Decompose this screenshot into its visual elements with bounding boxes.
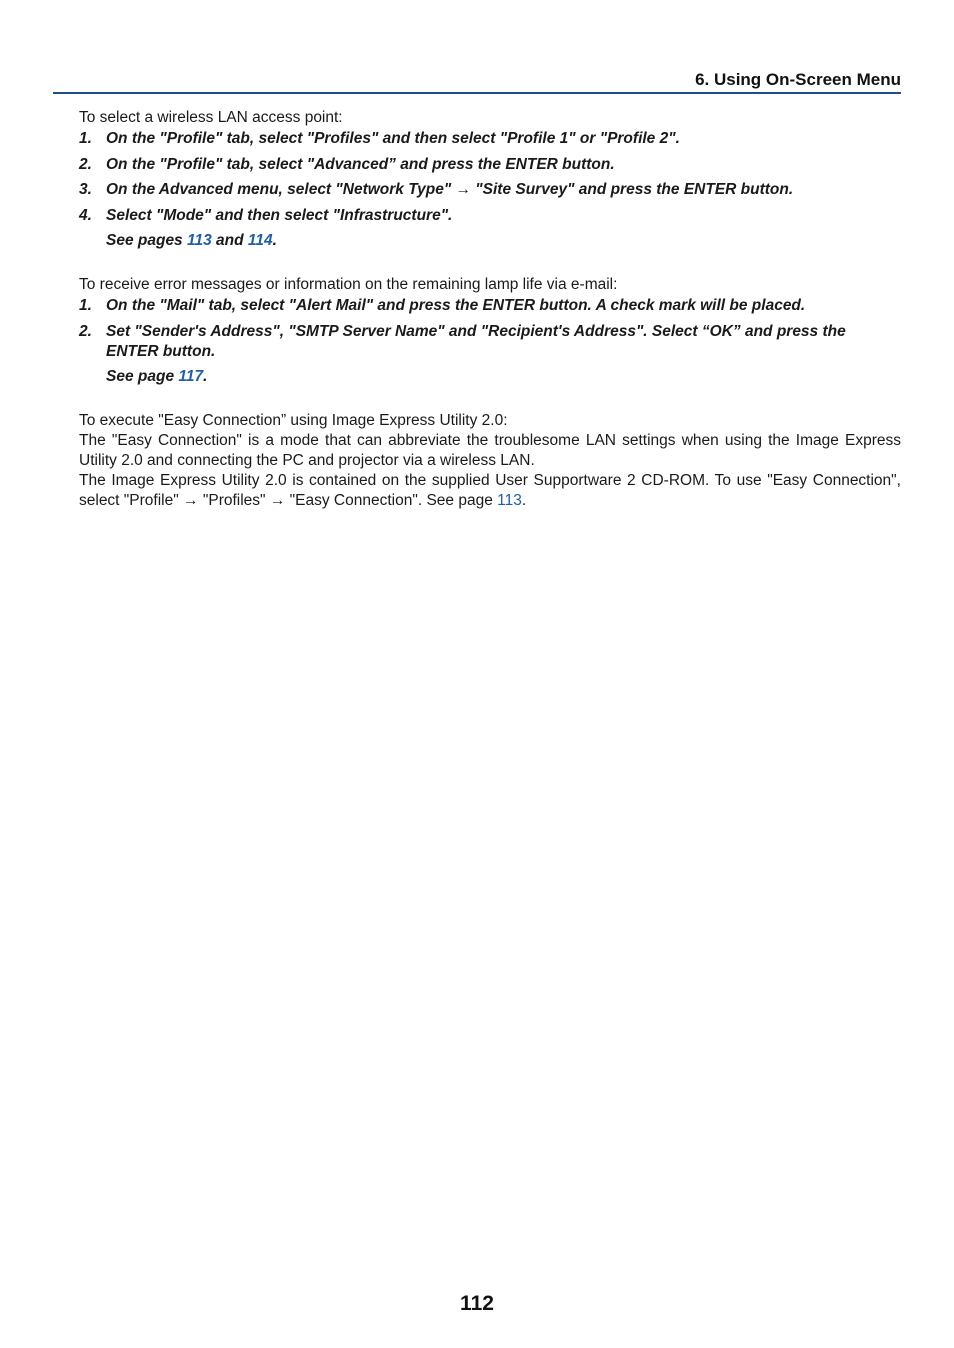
step-text: On the "Profile" tab, select "Profiles" and then select "Profile 1" or "Profile 2". [106,130,680,147]
see-suffix: . [272,232,277,249]
see-prefix: See pages [106,232,187,249]
page-link-113[interactable]: 113 [187,232,212,249]
see-page-note [79,367,901,387]
para-text: The Image Express Utility 2.0 is contained on the supplied User Supportware 2 CD-ROM. To use "Easy Connection", select "Profile" [79,472,901,509]
page-header-title: 6. Using On-Screen Menu [695,70,901,89]
section-wireless-lan [79,108,901,251]
page-link-114[interactable]: 114 [247,232,273,249]
step-text: On the "Profile" tab, select "Advanced” and press the ENTER button. [106,155,615,173]
right-arrow-icon: → [183,492,199,509]
steps-list [79,129,901,226]
page-link-113[interactable]: 113 [497,492,522,509]
step-text: On the "Mail" tab, select "Alert Mail" and press the ENTER button. A check mark will be placed. [106,297,806,314]
step-text: On the Advanced menu, select "Network Type" [106,181,456,198]
page-content [79,108,901,535]
see-pages-note [79,231,901,251]
section-intro: To select a wireless LAN access point: [79,109,343,126]
page-link-117[interactable]: 117 [178,368,204,385]
header-rule [53,92,901,94]
step-number: 1. [79,130,92,147]
paragraph [79,471,901,511]
step-item [79,296,901,316]
para-text: "Easy Connection". See page [285,492,498,509]
step-number: 4. [79,206,92,224]
right-arrow-icon: → [455,181,471,198]
see-middle: and [211,232,248,249]
steps-list [79,296,901,362]
step-text: Select "Mode" and then select "Infrastructure". [106,206,453,224]
step-number: 3. [79,181,92,198]
step-item [79,206,901,226]
section-easy-connection [79,411,901,511]
step-number: 2. [79,155,92,173]
section-alert-mail [79,275,901,387]
step-item [79,180,901,200]
step-number: 2. [79,322,92,340]
step-number: 1. [79,297,92,314]
section-intro: To execute "Easy Connection” using Image Express Utility 2.0: [79,412,508,429]
right-arrow-icon: → [269,492,286,509]
para-text: "Profiles" [198,492,270,509]
section-intro: To receive error messages or information on the remaining lamp life via e-mail: [79,276,618,293]
step-item [79,322,901,362]
see-suffix: . [203,368,208,385]
step-text-after: "Site Survey" and press the ENTER button. [470,181,794,198]
para-suffix: . [521,492,527,509]
step-item [79,155,901,175]
step-item [79,129,901,149]
paragraph: The "Easy Connection" is a mode that can abbreviate the troublesome LAN settings when using the Image Express Utility 2.0 and connecting the PC and projector via a wireless LAN. [79,432,901,469]
see-prefix: See page [106,368,179,385]
step-text: Set "Sender's Address", "SMTP Server Name" and "Recipient's Address". Select “OK” and press the ENTER button. [106,322,846,360]
page-number: 112 [460,1292,494,1315]
